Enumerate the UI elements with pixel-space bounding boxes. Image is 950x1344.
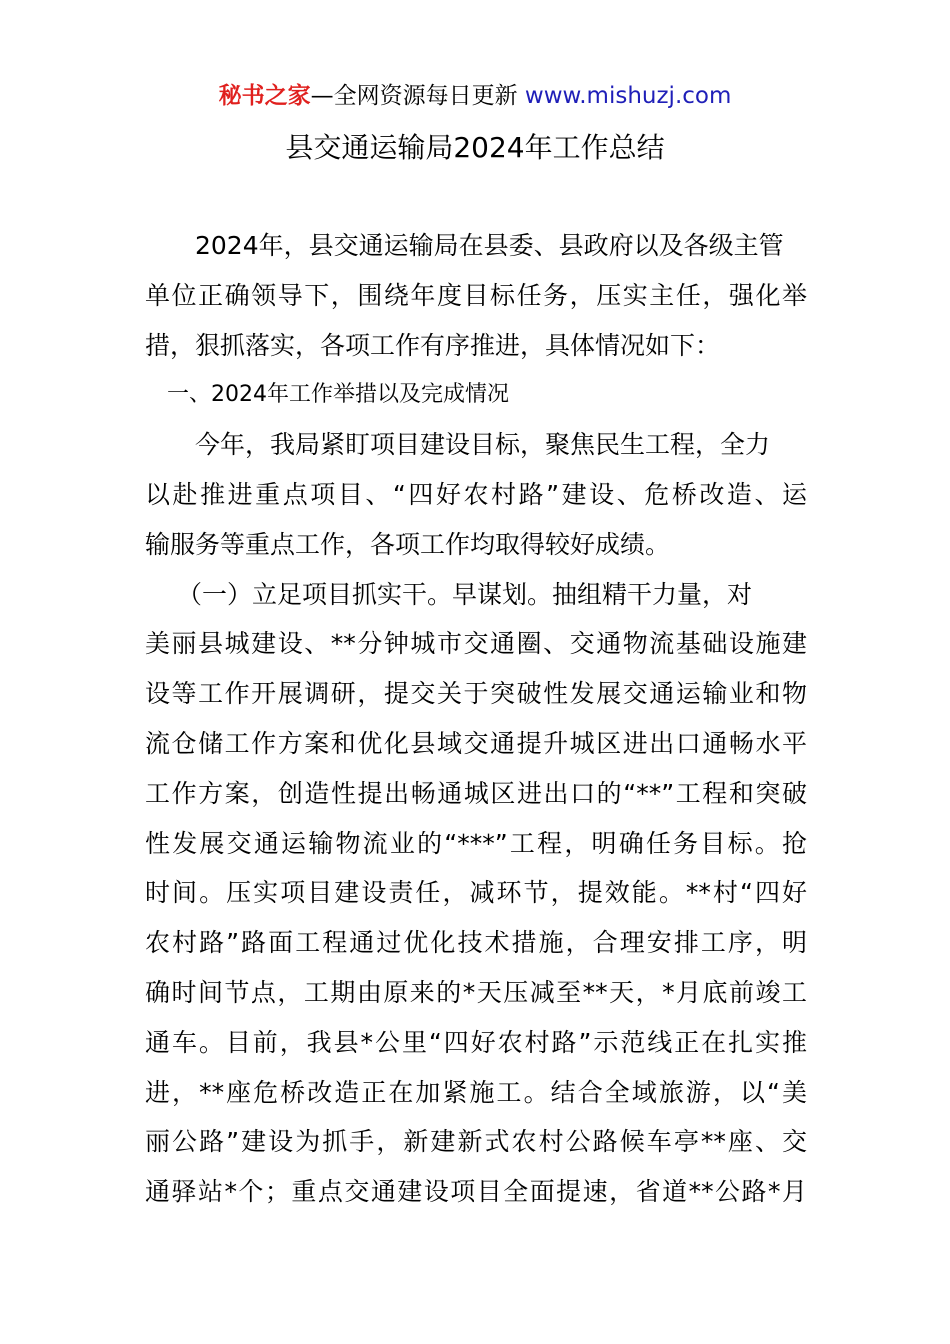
body-line: 单位正确领导下，围绕年度目标任务，压实主任，强化举 <box>145 280 807 310</box>
body-line: 2024年，县交通运输局在县委、县政府以及各级主管 <box>195 231 784 260</box>
body-line: 美丽县城建设、**分钟城市交通圈、交通物流基础设施建 <box>145 629 807 659</box>
site-header <box>0 80 950 112</box>
body-line: 通驿站*个；重点交通建设项目全面提速，省道**公路*月 <box>145 1177 807 1207</box>
body-line: 性发展交通运输物流业的“***”工程，明确任务目标。抢 <box>145 828 807 858</box>
body-line: 以赴推进重点项目、“四好农村路”建设、危桥改造、运 <box>145 479 807 509</box>
site-url-link[interactable]: www.mishuzj.com <box>524 83 732 109</box>
body-line: 工作方案，创造性提出畅通城区进出口的“**”工程和突破 <box>145 778 807 808</box>
body-line: 时间。压实项目建设责任，减环节，提效能。**村“四好 <box>145 878 807 908</box>
body-line: 确时间节点，工期由原来的*天压减至**天，*月底前竣工 <box>145 977 807 1007</box>
body-line: （一）立足项目抓实干。早谋划。抽组精干力量，对 <box>177 579 753 609</box>
body-line: 今年，我局紧盯项目建设目标，聚焦民生工程，全力 <box>195 430 771 460</box>
body-line: 流仓储工作方案和优化县域交通提升城区进出口通畅水平 <box>145 728 807 758</box>
body-line: 丽公路”建设为抓手，新建新式农村公路候车亭**座、交 <box>145 1127 807 1157</box>
body-line: 输服务等重点工作，各项工作均取得较好成绩。 <box>145 529 671 559</box>
document-title: 县交通运输局2024年工作总结 <box>285 131 665 164</box>
site-brand: 秘书之家 <box>218 83 311 109</box>
body-line: 设等工作开展调研，提交关于突破性发展交通运输业和物 <box>145 679 807 709</box>
site-tagline: —全网资源每日更新 <box>310 83 525 109</box>
body-line: 进，**座危桥改造正在加紧施工。结合全域旅游，以“美 <box>145 1077 807 1107</box>
document-body <box>145 221 807 1217</box>
body-line: 农村路”路面工程通过优化技术措施，合理安排工序，明 <box>145 928 807 958</box>
body-line: 通车。目前，我县*公里“四好农村路”示范线正在扎实推 <box>145 1027 807 1057</box>
body-line: 措，狠抓落实，各项工作有序推进，具体情况如下： <box>145 330 721 360</box>
section-heading: 一、2024年工作举措以及完成情况 <box>167 382 509 408</box>
